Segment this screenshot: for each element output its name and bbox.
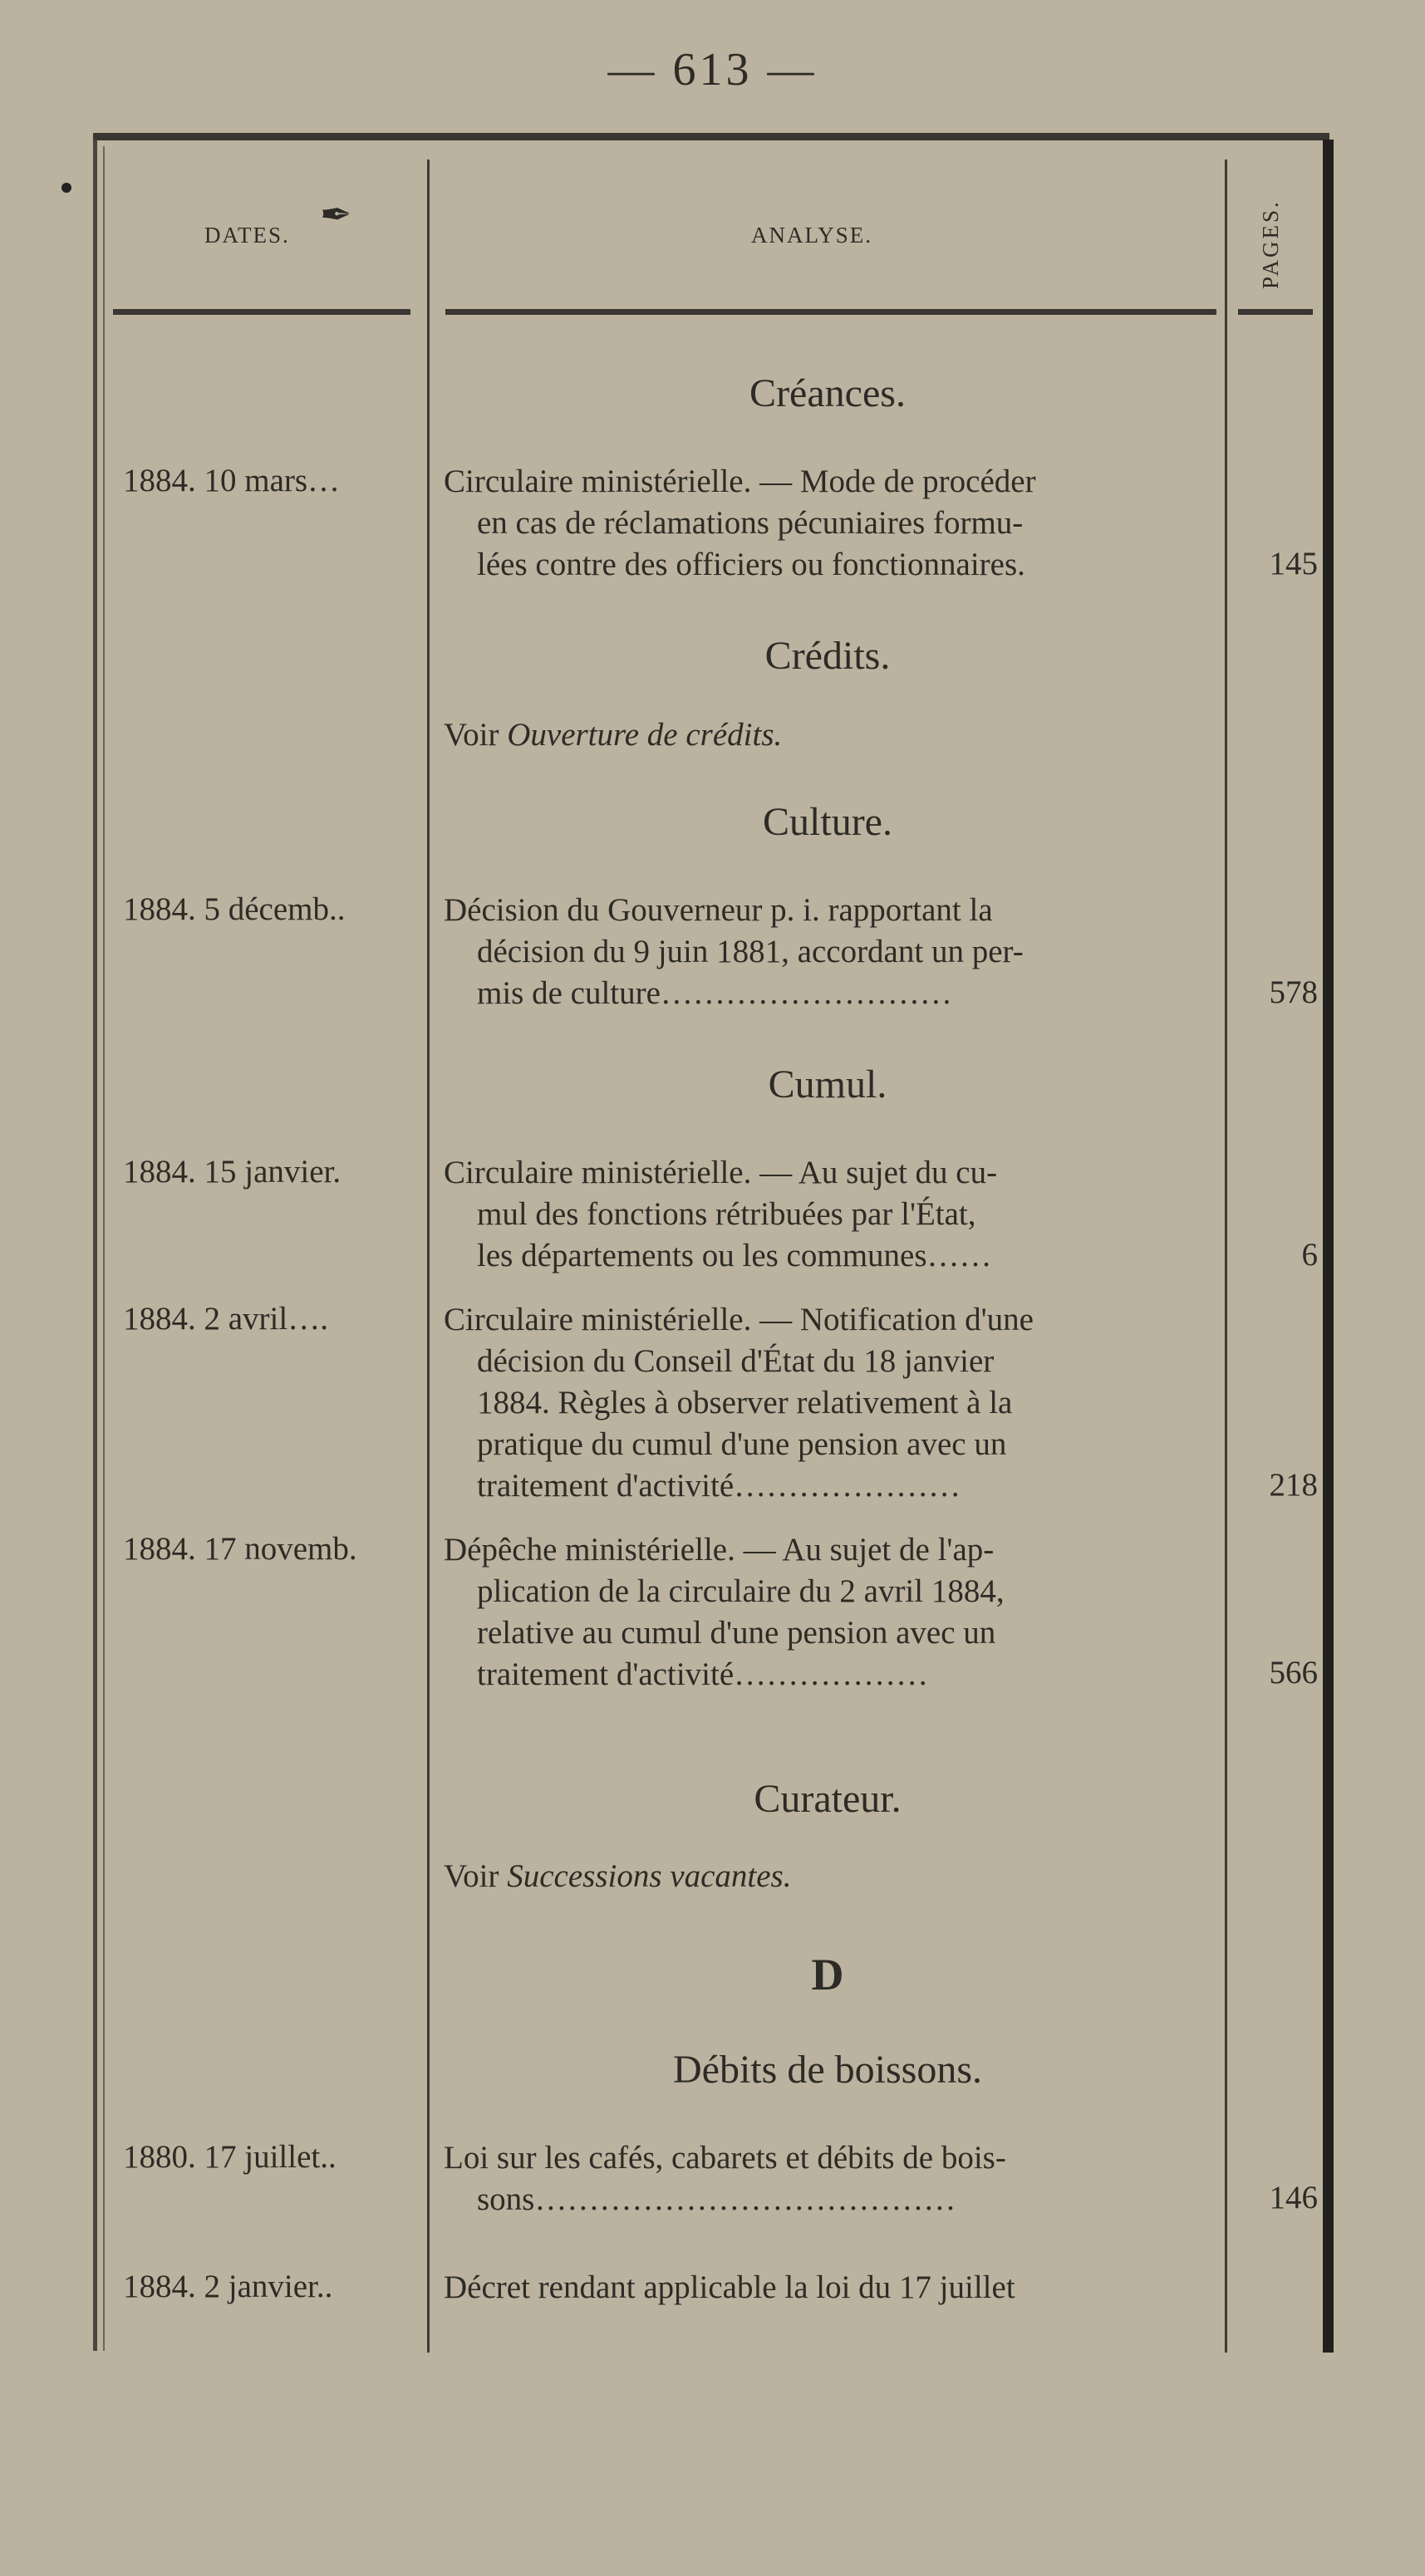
entry-page: 218: [1269, 1467, 1318, 1503]
see-also-target: Ouverture de crédits.: [507, 717, 783, 753]
entry-line: en cas de réclamations pécuniaires formu-: [477, 505, 1024, 541]
entry-line: Circulaire ministérielle. — Mode de procéder: [444, 464, 1036, 499]
entry-page: 145: [1269, 546, 1318, 581]
column-divider-pages: [1225, 159, 1227, 2353]
header-analyse: ANALYSE.: [751, 223, 873, 248]
entry-date: 1884. 5 décemb..: [123, 891, 346, 927]
entry-line: Loi sur les cafés, cabarets et débits de bois-: [444, 2140, 1006, 2176]
entry-line: plication de la circulaire du 2 avril 1884,: [477, 1573, 1005, 1609]
section-title-credits: Crédits.: [764, 634, 891, 678]
entry-date: 1884. 2 avril….: [123, 1301, 328, 1337]
margin-dot: [61, 183, 71, 193]
section-title-culture: Culture.: [763, 800, 892, 844]
entry-line: 1884. Règles à observer relativement à la: [477, 1385, 1013, 1420]
header-dates: DATES.: [204, 223, 290, 248]
entry-line: Dépêche ministérielle. — Au sujet de l'ap-: [444, 1532, 995, 1568]
section-title-curateur: Curateur.: [754, 1777, 902, 1821]
entry-date: 1884. 15 janvier.: [123, 1154, 342, 1190]
table-right-rule: [1323, 140, 1334, 2353]
entry-text: [444, 1529, 1221, 1695]
entry-line: lées contre des officiers ou fonctionnaires.: [477, 547, 1025, 582]
see-also: [444, 1857, 791, 1895]
entry-line: relative au cumul d'une pension avec un: [477, 1615, 996, 1651]
see-also-target: Successions vacantes.: [507, 1858, 792, 1894]
entry-line: mis de culture………………………: [477, 975, 952, 1011]
column-divider-dates: [427, 159, 430, 2353]
entry-line: traitement d'activité…………………: [477, 1468, 961, 1504]
entry-text: [444, 2137, 1221, 2220]
entry-line: les départements ou les communes……: [477, 1238, 992, 1273]
entry-text: [444, 461, 1221, 586]
table-left-rule-inner: [103, 146, 105, 2351]
letter-heading: D: [811, 1950, 844, 1999]
entry-page: 566: [1269, 1655, 1318, 1690]
entry-line: sons…………………………………: [477, 2181, 956, 2217]
entry-page: 146: [1269, 2180, 1318, 2215]
entry-date: 1884. 17 novemb.: [123, 1531, 357, 1567]
entry-line: Décision du Gouverneur p. i. rapportant la: [444, 892, 993, 928]
section-title-debits: Débits de boissons.: [673, 2048, 982, 2092]
entry-date: 1884. 10 mars…: [123, 463, 341, 498]
table-left-rule: [93, 140, 97, 2351]
entry-line: décision du 9 juin 1881, accordant un per-: [477, 934, 1024, 969]
entry-line: Circulaire ministérielle. — Au sujet du cu-: [444, 1155, 998, 1190]
page-number: — 613 —: [607, 44, 818, 96]
see-also: [444, 716, 782, 753]
entry-text: [444, 1152, 1221, 1277]
entry-line: décision du Conseil d'État du 18 janvier: [477, 1343, 995, 1379]
entry-text: [444, 2267, 1221, 2309]
entry-date: 1884. 2 janvier..: [123, 2269, 333, 2304]
header-rule-pages: [1238, 309, 1313, 315]
entry-line: pratique du cumul d'une pension avec un: [477, 1426, 1007, 1462]
section-title-creances: Créances.: [749, 371, 906, 415]
entry-page: 578: [1269, 974, 1318, 1010]
header-pages: PAGES.: [1258, 199, 1283, 289]
entry-line: Circulaire ministérielle. — Notification d'une: [444, 1302, 1034, 1337]
ink-mark: ✒: [320, 194, 352, 236]
header-rule-dates: [113, 309, 410, 315]
table-top-rule: [93, 133, 1329, 140]
entry-line: mul des fonctions rétribuées par l'État,: [477, 1196, 976, 1232]
entry-date: 1880. 17 juillet..: [123, 2139, 337, 2175]
section-title-cumul: Cumul.: [768, 1062, 887, 1106]
header-rule-analyse: [445, 309, 1216, 315]
entry-page: 6: [1301, 1237, 1318, 1273]
entry-line: traitement d'activité………………: [477, 1656, 929, 1692]
entry-line: Décret rendant applicable la loi du 17 juillet: [444, 2269, 1015, 2305]
entry-text: [444, 890, 1221, 1014]
see-also-label: Voir: [444, 1858, 499, 1894]
see-also-label: Voir: [444, 717, 499, 753]
entry-text: [444, 1299, 1221, 1507]
